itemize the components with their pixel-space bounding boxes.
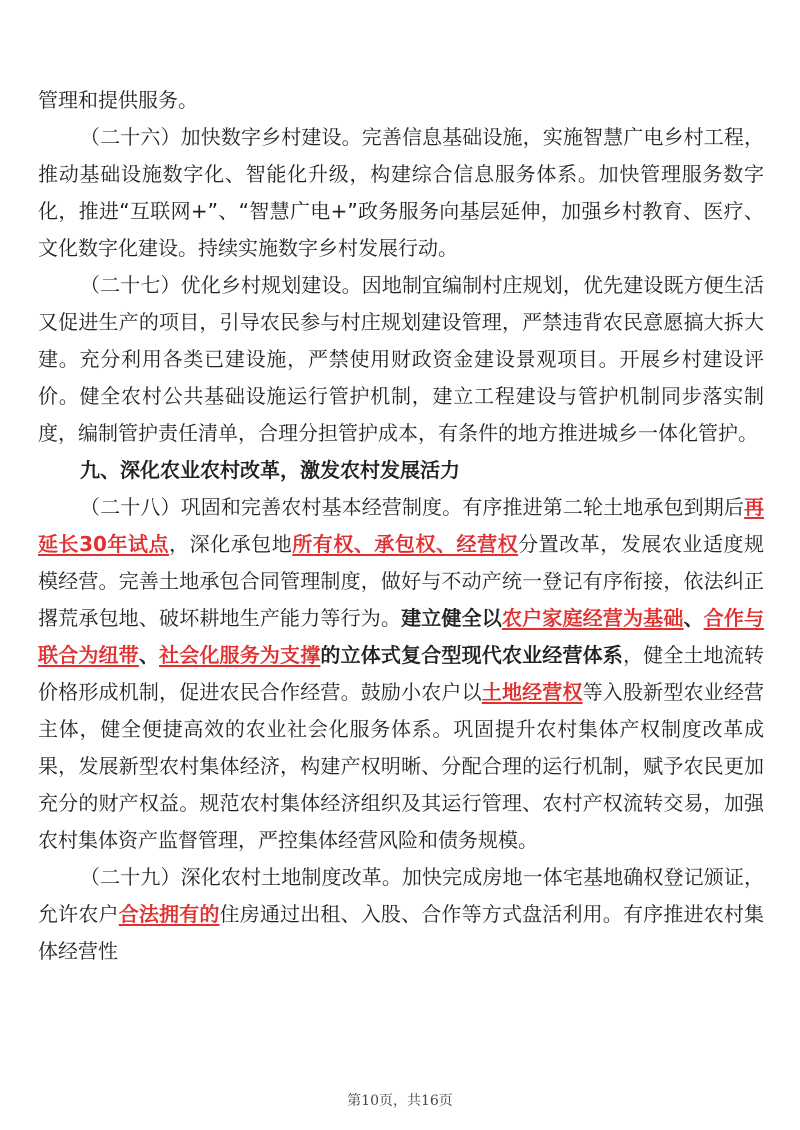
highlight-extend-30-years: 再延长30年试点 bbox=[38, 495, 764, 556]
bold-run: 、 bbox=[683, 606, 704, 630]
section-heading-9: 九、深化农业农村改革，激发农村发展活力 bbox=[80, 458, 460, 482]
highlight-cooperation-link: 合作与联合为纽带 bbox=[38, 606, 765, 667]
bold-run: 建立健全以 bbox=[401, 606, 502, 630]
paragraph-28 bbox=[38, 489, 764, 859]
highlight-land-management-right: 土地经营权 bbox=[481, 680, 583, 704]
document-body bbox=[38, 82, 764, 970]
text-run: ，深化承包地 bbox=[169, 532, 293, 556]
highlight-three-rights: 所有权、承包权、经营权 bbox=[292, 532, 519, 556]
highlight-socialized-service: 社会化服务为支撑 bbox=[159, 643, 321, 667]
paragraph-27: （二十七）优化乡村规划建设。因地制宜编制村庄规划，优先建设既方便生活又促进生产的项目，引导农民参与村庄规划建设管理，严禁违背农民意愿搞大拆大建。充分利用各类已建设施，严禁使用财政资金建设景观项目。开展乡村建设评价。健全农村公共基础设施运行管护机制，建立工程建设与管护机制同步落实制度，编制管护责任清单，合理分担管护成本，有条件的地方推进城乡一体化管护。 bbox=[38, 273, 764, 445]
text-run: （二十九）深化农村土地制度改革。加快完成房地一体宅基地确权登记颁证，允许农户 bbox=[38, 865, 764, 926]
bold-run: 的立体式复合型现代农业经营体系 bbox=[320, 643, 623, 667]
text-run: 分置改革，发展农业适度规模经营。完善土地承包合同管理制度，做好与不动产统一登记有序衔接，依法纠正撂荒承包地、破坏耕地生产能力等行为。 bbox=[38, 532, 765, 630]
page-number-footer: 第10页，共16页 bbox=[347, 1093, 453, 1109]
highlight-legally-owned: 合法拥有的 bbox=[118, 902, 220, 926]
text-run: 住房通过出租、入股、合作等方式盘活利用。有序推进农村集体经营性 bbox=[38, 902, 765, 963]
paragraph-26: （二十六）加快数字乡村建设。完善信息基础设施，实施智慧广电乡村工程，推动基础设施数字化、智能化升级，构建综合信息服务体系。加快管理服务数字化，推进“互联网+”、“智慧广电+”政务服务向基层延伸，加强乡村教育、医疗、文化数字化建设。持续实施数字乡村发展行动。 bbox=[38, 125, 764, 260]
highlight-household-basis: 农户家庭经营为基础 bbox=[501, 606, 684, 630]
text-run: （二十八）巩固和完善农村基本经营制度。有序推进第二轮土地承包到期后 bbox=[80, 495, 744, 519]
paragraph-continuation: 管理和提供服务。 bbox=[38, 88, 198, 112]
text-run: ，健全土地流转价格形成机制，促进农民合作经营。鼓励小农户以 bbox=[38, 643, 765, 704]
paragraph-29 bbox=[38, 859, 764, 970]
bold-run: 、 bbox=[138, 643, 160, 667]
text-run: 等入股新型农业经营主体，健全便捷高效的农业社会化服务体系。巩固提升农村集体产权制度改革成果，发展新型农村集体经济，构建产权明晰、分配合理的运行机制，赋予农民更加充分的财产权益。规范农村集体经济组织及其运行管理、农村产权流转交易，加强农村集体资产监督管理，严控集体经营风险和债务规模。 bbox=[38, 680, 765, 852]
